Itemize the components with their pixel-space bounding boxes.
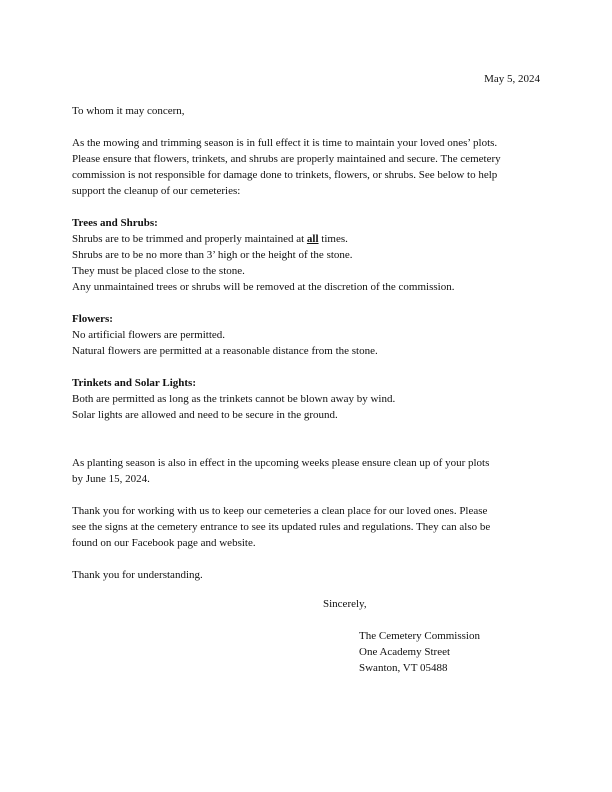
trinkets-section bbox=[72, 375, 542, 423]
thanks-line: see the signs at the cemetery entrance to see its updated rules and regulations. They can also be bbox=[72, 521, 491, 533]
trees-shrubs-line: They must be placed close to the stone. bbox=[72, 265, 245, 277]
planting-line: As planting season is also in effect in the upcoming weeks please ensure clean up of your plots bbox=[72, 457, 490, 469]
trees-shrubs-section bbox=[72, 215, 542, 295]
flowers-section bbox=[72, 311, 542, 359]
trees-shrubs-heading: Trees and Shrubs: bbox=[72, 217, 158, 229]
trees-line1-emphasis: all bbox=[306, 233, 319, 245]
flowers-line: No artificial flowers are permitted. bbox=[72, 329, 226, 341]
flowers-line: Natural flowers are permitted at a reasonable distance from the stone. bbox=[72, 345, 378, 357]
planting-line: by June 15, 2024. bbox=[72, 473, 150, 485]
planting-paragraph bbox=[72, 455, 542, 487]
thanks-line: found on our Facebook page and website. bbox=[72, 537, 256, 549]
trinkets-heading: Trinkets and Solar Lights: bbox=[72, 377, 196, 389]
thanks-understanding: Thank you for understanding. bbox=[72, 569, 203, 581]
trees-shrubs-line bbox=[72, 231, 542, 247]
signature-street: One Academy Street bbox=[359, 646, 451, 658]
trees-shrubs-line: Any unmaintained trees or shrubs will be removed at the discretion of the commission. bbox=[72, 281, 455, 293]
signature-name: The Cemetery Commission bbox=[359, 630, 480, 642]
letter-body bbox=[72, 103, 542, 583]
signature-block bbox=[359, 628, 480, 676]
trinkets-line: Both are permitted as long as the trinkets cannot be blown away by wind. bbox=[72, 393, 396, 405]
thanks-paragraph bbox=[72, 503, 542, 551]
intro-paragraph bbox=[72, 135, 542, 199]
trinkets-line: Solar lights are allowed and need to be secure in the ground. bbox=[72, 409, 338, 421]
thanks-line: Thank you for working with us to keep our cemeteries a clean place for our loved ones. Please bbox=[72, 505, 488, 517]
signature-city: Swanton, VT 05488 bbox=[359, 662, 448, 674]
letter-date: May 5, 2024 bbox=[484, 73, 540, 85]
intro-line: commission is not responsible for damage done to trinkets, flowers, or shrubs. See below to help bbox=[72, 169, 498, 181]
trees-line1-after: times. bbox=[318, 233, 348, 245]
closing: Sincerely, bbox=[323, 598, 367, 610]
salutation: To whom it may concern, bbox=[72, 105, 185, 117]
trees-line1-before: Shrubs are to be trimmed and properly maintained at bbox=[72, 233, 307, 245]
trees-shrubs-line: Shrubs are to be no more than 3’ high or the height of the stone. bbox=[72, 249, 353, 261]
intro-line: support the cleanup of our cemeteries: bbox=[72, 185, 241, 197]
intro-line: As the mowing and trimming season is in full effect it is time to maintain your loved ones’ plots. bbox=[72, 137, 498, 149]
intro-line: Please ensure that flowers, trinkets, and shrubs are properly maintained and secure. The cemetery bbox=[72, 153, 501, 165]
flowers-heading: Flowers: bbox=[72, 313, 113, 325]
